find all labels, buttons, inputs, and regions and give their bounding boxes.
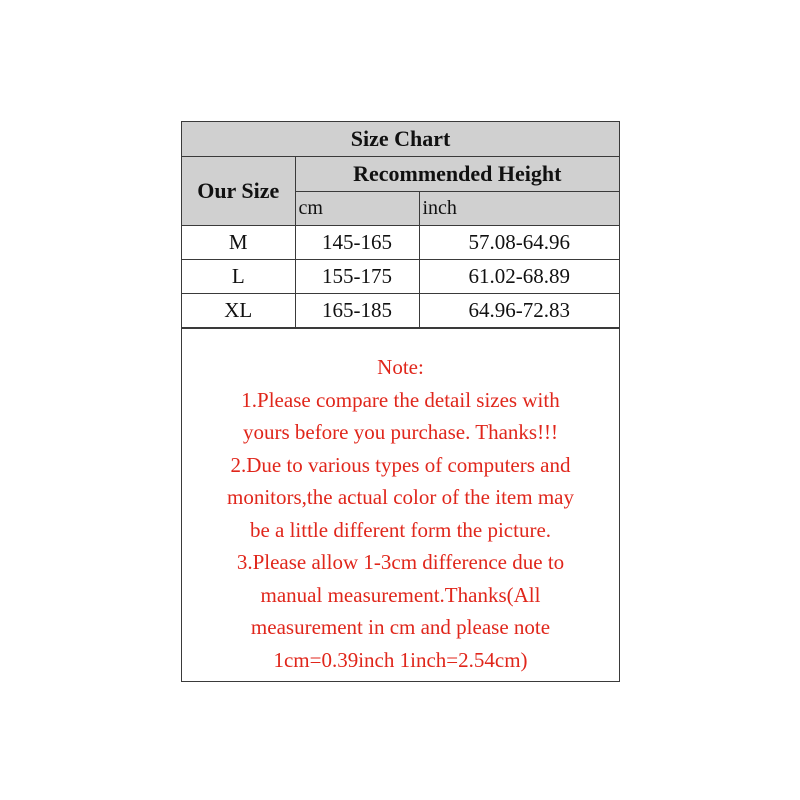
table-row — [182, 226, 619, 260]
note-line: 3.Please allow 1-3cm difference due to — [236, 550, 565, 574]
notes-section — [182, 328, 619, 676]
unit-inch-header: inch — [419, 192, 619, 226]
our-size-header: Our Size — [182, 157, 295, 226]
size-table — [182, 122, 619, 328]
inch-cell: 61.02-68.89 — [419, 260, 619, 294]
size-chart — [181, 121, 620, 682]
note-heading: Note: — [377, 355, 424, 379]
title-row — [182, 122, 619, 157]
cm-cell: 165-185 — [295, 294, 419, 328]
chart-title: Size Chart — [182, 122, 619, 157]
note-line: monitors,the actual color of the item may — [227, 485, 574, 509]
note-line: be a little different form the picture. — [249, 517, 552, 542]
table-row — [182, 294, 619, 328]
size-cell: XL — [182, 294, 295, 328]
note-line: 2.Due to various types of computers and — [230, 452, 571, 477]
inch-cell: 57.08-64.96 — [419, 226, 619, 260]
note-line: yours before you purchase. Thanks!!! — [242, 420, 559, 444]
note-line: 1cm=0.39inch 1inch=2.54cm) — [273, 647, 528, 672]
cm-cell: 145-165 — [295, 226, 419, 260]
size-cell: M — [182, 226, 295, 260]
cm-cell: 155-175 — [295, 260, 419, 294]
unit-cm-header: cm — [295, 192, 419, 226]
note-line: manual measurement.Thanks(All — [260, 582, 541, 607]
table-row — [182, 260, 619, 294]
size-cell: L — [182, 260, 295, 294]
header-row — [182, 157, 619, 192]
note-line: 1.Please compare the detail sizes with — [241, 387, 560, 412]
inch-cell: 64.96-72.83 — [419, 294, 619, 328]
note-line: measurement in cm and please note — [250, 615, 551, 639]
recommended-height-header: Recommended Height — [295, 157, 619, 192]
